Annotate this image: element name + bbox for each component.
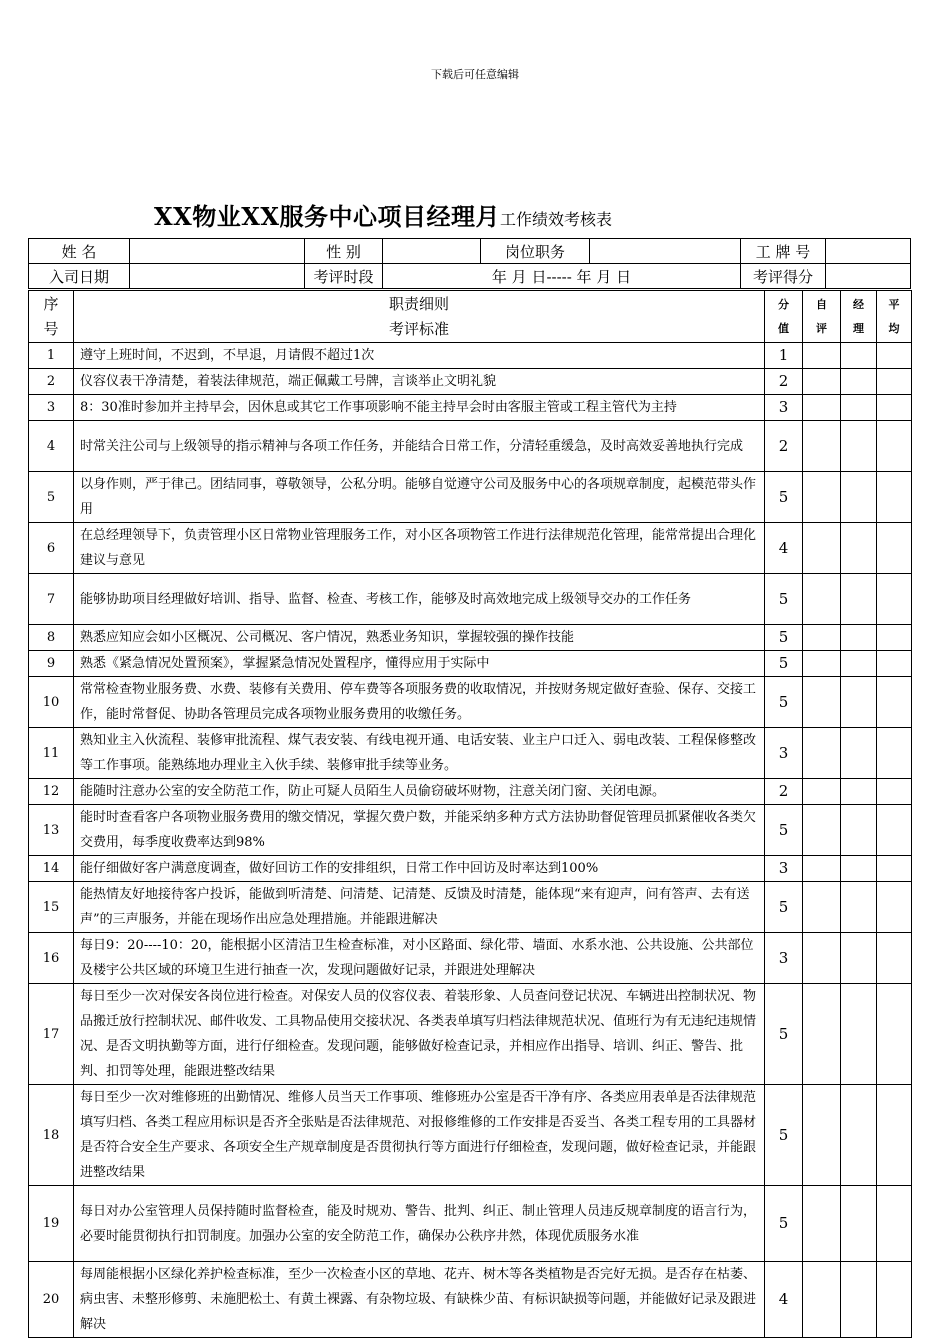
row-number: 2 xyxy=(29,369,74,395)
duty-criteria-text: 能时时查看客户各项物业服务费用的缴交情况，掌握欠费户数，并能采纳多种方式方法协助督促管理员抓紧催收各类欠交费用，每季度收费率达到98% xyxy=(74,805,765,856)
table-row xyxy=(29,421,912,472)
table-row xyxy=(29,369,912,395)
duty-criteria-text: 每周能根据小区绿化养护检查标准，至少一次检查小区的草地、花卉、树木等各类植物是否完好无损。是否存在枯萎、病虫害、未整形修剪、未施肥松土、有黄土裸露、有杂物垃圾、有缺株少苗、有标识缺损等问题，并能做好记录及跟进解决 xyxy=(74,1262,765,1338)
score-value: 2 xyxy=(765,369,803,395)
table-row xyxy=(29,343,912,369)
score-label: 考评得分 xyxy=(741,264,826,289)
self-eval-cell[interactable] xyxy=(803,369,841,395)
score-value: 5 xyxy=(765,984,803,1085)
join-date-label: 入司日期 xyxy=(29,264,130,289)
row-number: 5 xyxy=(29,472,74,523)
average-cell[interactable] xyxy=(877,472,912,523)
average-cell[interactable] xyxy=(877,933,912,984)
gender-field[interactable] xyxy=(383,239,481,264)
duty-criteria-text: 能热情友好地接待客户投诉，能做到听清楚、问清楚、记清楚、反馈及时清楚，能体现“来有迎声，问有答声、去有送声”的三声服务，并能在现场作出应急处理措施。并能跟进解决 xyxy=(74,882,765,933)
manager-eval-cell[interactable] xyxy=(841,421,877,472)
row-number: 18 xyxy=(29,1085,74,1186)
manager-eval-cell[interactable] xyxy=(841,574,877,625)
row-number: 7 xyxy=(29,574,74,625)
table-row xyxy=(29,1186,912,1262)
duty-criteria-text: 在总经理领导下，负责管理小区日常物业管理服务工作，对小区各项物管工作进行法律规范化管理，能常常提出合理化建议与意见 xyxy=(74,523,765,574)
row-number: 9 xyxy=(29,651,74,677)
table-row xyxy=(29,677,912,728)
name-field[interactable] xyxy=(130,239,305,264)
period-field[interactable]: 年 月 日----- 年 月 日 xyxy=(383,264,741,289)
self-eval-cell[interactable] xyxy=(803,343,841,369)
self-eval-cell[interactable] xyxy=(803,1262,841,1338)
header-note: 下载后可任意编辑 xyxy=(431,68,519,81)
score-value-header: 分 值 xyxy=(765,291,803,343)
average-cell[interactable] xyxy=(877,574,912,625)
title-main: XX物业XX服务中心项目经理月 xyxy=(154,202,500,231)
manager-eval-cell[interactable] xyxy=(841,369,877,395)
table-row xyxy=(29,395,912,421)
row-number: 13 xyxy=(29,805,74,856)
average-cell[interactable] xyxy=(877,779,912,805)
self-eval-header: 自 评 xyxy=(803,291,841,343)
manager-eval-cell[interactable] xyxy=(841,805,877,856)
duty-header: 职责细则 考评标准 xyxy=(74,291,765,343)
score-value: 1 xyxy=(765,343,803,369)
average-cell[interactable] xyxy=(877,421,912,472)
average-cell[interactable] xyxy=(877,1186,912,1262)
self-eval-cell[interactable] xyxy=(803,984,841,1085)
score-value: 5 xyxy=(765,625,803,651)
gender-label: 性 别 xyxy=(305,239,383,264)
duty-criteria-text: 熟知业主入伙流程、装修审批流程、煤气表安装、有线电视开通、电话安装、业主户口迁入、弱电改装、工程保修整改等工作事项。能熟练地办理业主入伙手续、装修审批手续等业务。 xyxy=(74,728,765,779)
row-number: 10 xyxy=(29,677,74,728)
duty-criteria-text: 以身作则，严于律己。团结同事，尊敬领导，公私分明。能够自觉遵守公司及服务中心的各项规章制度，起模范带头作用 xyxy=(74,472,765,523)
seq-header: 序 号 xyxy=(29,291,74,343)
self-eval-cell[interactable] xyxy=(803,523,841,574)
manager-eval-cell[interactable] xyxy=(841,984,877,1085)
duty-criteria-text: 仪容仪表干净清楚，着装法律规范，端正佩戴工号牌，言谈举止文明礼貌 xyxy=(74,369,765,395)
manager-eval-cell[interactable] xyxy=(841,343,877,369)
table-row xyxy=(29,805,912,856)
score-value: 5 xyxy=(765,1186,803,1262)
duty-criteria-text: 熟悉《紧急情况处置预案》，掌握紧急情况处置程序，懂得应用于实际中 xyxy=(74,651,765,677)
manager-eval-cell[interactable] xyxy=(841,625,877,651)
score-value: 5 xyxy=(765,651,803,677)
average-cell[interactable] xyxy=(877,805,912,856)
score-value: 4 xyxy=(765,523,803,574)
self-eval-cell[interactable] xyxy=(803,421,841,472)
manager-eval-header: 经 理 xyxy=(841,291,877,343)
row-number: 19 xyxy=(29,1186,74,1262)
row-number: 15 xyxy=(29,882,74,933)
manager-eval-cell[interactable] xyxy=(841,677,877,728)
score-value: 5 xyxy=(765,882,803,933)
table-row xyxy=(29,523,912,574)
row-number: 16 xyxy=(29,933,74,984)
self-eval-cell[interactable] xyxy=(803,395,841,421)
average-cell[interactable] xyxy=(877,677,912,728)
duty-criteria-text: 每日9：20----10：20，能根据小区清洁卫生检查标准，对小区路面、绿化带、墙面、水系水池、公共设施、公共部位及楼宇公共区域的环境卫生进行抽查一次，发现问题做好记录，并跟进处理解决 xyxy=(74,933,765,984)
table-row xyxy=(29,625,912,651)
self-eval-cell[interactable] xyxy=(803,472,841,523)
score-value: 5 xyxy=(765,472,803,523)
duty-criteria-text: 8：30准时参加并主持早会，因休息或其它工作事项影响不能主持早会时由客服主管或工程主管代为主持 xyxy=(74,395,765,421)
join-date-field[interactable] xyxy=(130,264,305,289)
manager-eval-cell[interactable] xyxy=(841,523,877,574)
average-cell[interactable] xyxy=(877,984,912,1085)
self-eval-cell[interactable] xyxy=(803,933,841,984)
table-row xyxy=(29,933,912,984)
self-eval-cell[interactable] xyxy=(803,1186,841,1262)
row-number: 12 xyxy=(29,779,74,805)
self-eval-cell[interactable] xyxy=(803,1085,841,1186)
score-value: 3 xyxy=(765,728,803,779)
self-eval-cell[interactable] xyxy=(803,805,841,856)
manager-eval-cell[interactable] xyxy=(841,1262,877,1338)
row-number: 3 xyxy=(29,395,74,421)
average-cell[interactable] xyxy=(877,651,912,677)
table-row xyxy=(29,882,912,933)
row-number: 6 xyxy=(29,523,74,574)
average-cell[interactable] xyxy=(877,625,912,651)
self-eval-cell[interactable] xyxy=(803,651,841,677)
average-cell[interactable] xyxy=(877,1085,912,1186)
badge-label: 工 牌 号 xyxy=(741,239,826,264)
score-value: 2 xyxy=(765,421,803,472)
duty-criteria-text: 每日对办公室管理人员保持随时监督检查，能及时规劝、警告、批判、纠正、制止管理人员违反规章制度的语言行为，必要时能贯彻执行扣罚制度。加强办公室的安全防范工作，确保办公秩序井然，体现优质服务水准 xyxy=(74,1186,765,1262)
name-label: 姓 名 xyxy=(29,239,130,264)
manager-eval-cell[interactable] xyxy=(841,1186,877,1262)
self-eval-cell[interactable] xyxy=(803,677,841,728)
duty-criteria-text: 每日至少一次对维修班的出勤情况、维修人员当天工作事项、维修班办公室是否干净有序、各类应用表单是否法律规范填写归档、各类工程应用标识是否齐全张贴是否法律规范、对报修维修的工作安排是否妥当、各类工程专用的工具器材是否符合安全生产要求、各项安全生产规章制度是否贯彻执行等方面进行仔细检查，发现问题，做好检查记录，并能跟进整改结果 xyxy=(74,1085,765,1186)
average-header: 平 均 xyxy=(877,291,912,343)
badge-field[interactable] xyxy=(826,239,911,264)
position-label: 岗位职务 xyxy=(481,239,590,264)
duty-criteria-text: 时常关注公司与上级领导的指示精神与各项工作任务，并能结合日常工作，分清轻重缓急，及时高效妥善地执行完成 xyxy=(74,421,765,472)
manager-eval-cell[interactable] xyxy=(841,472,877,523)
average-cell[interactable] xyxy=(877,728,912,779)
self-eval-cell[interactable] xyxy=(803,882,841,933)
score-value: 2 xyxy=(765,779,803,805)
form-title xyxy=(154,197,612,232)
duty-criteria-text: 常常检查物业服务费、水费、装修有关费用、停车费等各项服务费的收取情况，并按财务规定做好查验、保存、交接工作，能时常督促、协助各管理员完成各项物业服务费用的收缴任务。 xyxy=(74,677,765,728)
self-eval-cell[interactable] xyxy=(803,574,841,625)
average-cell[interactable] xyxy=(877,343,912,369)
score-value: 3 xyxy=(765,395,803,421)
manager-eval-cell[interactable] xyxy=(841,395,877,421)
duty-criteria-text: 能仔细做好客户满意度调查，做好回访工作的安排组织，日常工作中回访及时率达到100% xyxy=(74,856,765,882)
info-table xyxy=(28,238,911,289)
average-cell[interactable] xyxy=(877,882,912,933)
score-field[interactable] xyxy=(826,264,911,289)
table-row xyxy=(29,651,912,677)
row-number: 4 xyxy=(29,421,74,472)
score-value: 5 xyxy=(765,677,803,728)
average-cell[interactable] xyxy=(877,856,912,882)
row-number: 1 xyxy=(29,343,74,369)
table-row xyxy=(29,728,912,779)
duty-criteria-text: 遵守上班时间，不迟到，不早退，月请假不超过1次 xyxy=(74,343,765,369)
title-suffix: 工作绩效考核表 xyxy=(499,210,612,229)
average-cell[interactable] xyxy=(877,1262,912,1338)
duty-criteria-text: 熟悉应知应会如小区概况、公司概况、客户情况，熟悉业务知识，掌握较强的操作技能 xyxy=(74,625,765,651)
score-value: 3 xyxy=(765,933,803,984)
score-value: 5 xyxy=(765,574,803,625)
manager-eval-cell[interactable] xyxy=(841,779,877,805)
header-row xyxy=(29,291,912,343)
row-number: 8 xyxy=(29,625,74,651)
manager-eval-cell[interactable] xyxy=(841,651,877,677)
evaluation-table xyxy=(28,290,912,1338)
table-row xyxy=(29,984,912,1085)
average-cell[interactable] xyxy=(877,369,912,395)
manager-eval-cell[interactable] xyxy=(841,728,877,779)
table-row xyxy=(29,779,912,805)
row-number: 11 xyxy=(29,728,74,779)
average-cell[interactable] xyxy=(877,523,912,574)
manager-eval-cell[interactable] xyxy=(841,1085,877,1186)
score-value: 3 xyxy=(765,856,803,882)
duty-criteria-text: 每日至少一次对保安各岗位进行检查。对保安人员的仪容仪表、着装形象、人员查问登记状况、车辆进出控制状况、物品搬迁放行控制状况、邮件收发、工具物品使用交接状况、各类表单填写归档法律规范状况、值班行为有无违纪违规情况、是否文明执勤等方面，进行仔细检查。发现问题，能够做好检查记录，并相应作出指导、培训、纠正、警告、批判、扣罚等处理，能跟进整改结果 xyxy=(74,984,765,1085)
self-eval-cell[interactable] xyxy=(803,728,841,779)
duty-criteria-text: 能随时注意办公室的安全防范工作，防止可疑人员陌生人员偷窃破坏财物，注意关闭门窗、关闭电源。 xyxy=(74,779,765,805)
row-number: 17 xyxy=(29,984,74,1085)
self-eval-cell[interactable] xyxy=(803,625,841,651)
manager-eval-cell[interactable] xyxy=(841,933,877,984)
position-field[interactable] xyxy=(590,239,741,264)
average-cell[interactable] xyxy=(877,395,912,421)
table-row xyxy=(29,1262,912,1338)
table-row xyxy=(29,472,912,523)
table-row xyxy=(29,856,912,882)
duty-criteria-text: 能够协助项目经理做好培训、指导、监督、检查、考核工作，能够及时高效地完成上级领导交办的工作任务 xyxy=(74,574,765,625)
manager-eval-cell[interactable] xyxy=(841,882,877,933)
score-value: 4 xyxy=(765,1262,803,1338)
score-value: 5 xyxy=(765,805,803,856)
score-value: 5 xyxy=(765,1085,803,1186)
table-row xyxy=(29,574,912,625)
table-row xyxy=(29,1085,912,1186)
self-eval-cell[interactable] xyxy=(803,856,841,882)
manager-eval-cell[interactable] xyxy=(841,856,877,882)
period-label: 考评时段 xyxy=(305,264,383,289)
self-eval-cell[interactable] xyxy=(803,779,841,805)
row-number: 14 xyxy=(29,856,74,882)
row-number: 20 xyxy=(29,1262,74,1338)
